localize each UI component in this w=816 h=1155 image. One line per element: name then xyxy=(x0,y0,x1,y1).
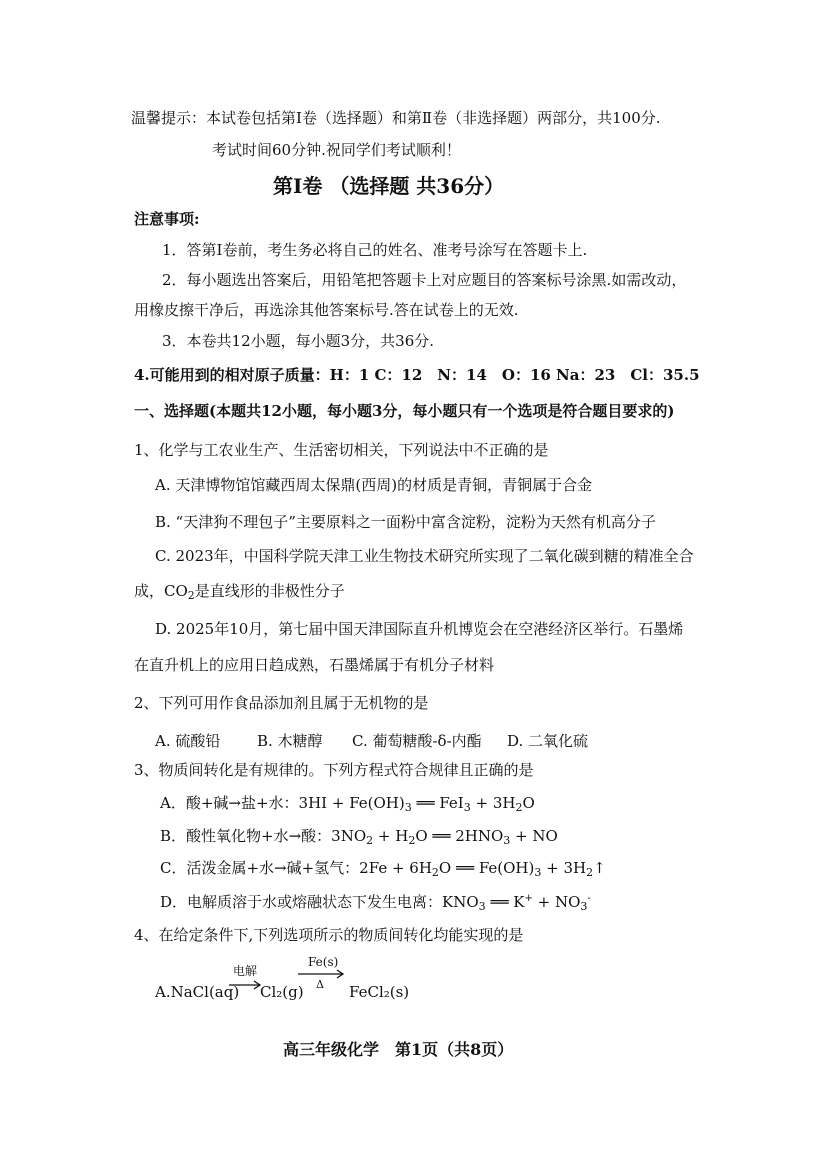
q4-arrow-2-label-bottom: Δ xyxy=(316,978,324,991)
q3-a-sub2: 3 xyxy=(463,801,471,814)
q4-a-start: A.NaCl(aq) xyxy=(155,983,240,1001)
notice-line-2: 考试时间60分钟.祝同学们考试顺利！ xyxy=(212,141,461,159)
q3-c-fin: ↑ xyxy=(593,859,606,877)
q2-option-a: A. 硫酸铅 xyxy=(155,732,221,750)
q1-option-c-line1: C. 2023年，中国科学院天津工业生物技术研究所实现了二氧化碳到糖的精准全合 xyxy=(155,547,694,565)
q3-d-sup1: + xyxy=(524,893,533,904)
q2-option-b: B. 木糖醇 xyxy=(257,732,323,750)
q3-b-text: B．酸性氧化物+水→酸：3NO xyxy=(160,827,367,845)
q3-option-d xyxy=(160,889,591,917)
q3-a-sub1: 3 xyxy=(404,801,412,814)
q1-option-a: A. 天津博物馆馆藏西周太保鼎(西周)的材质是青铜，青铜属于合金 xyxy=(155,476,593,494)
note-1: 1．答第Ⅰ卷前，考生务必将自己的姓名、准考号涂写在答题卡上. xyxy=(162,241,588,259)
right-arrow-icon xyxy=(229,980,263,990)
q3-option-a xyxy=(160,793,535,818)
q1-option-d-line2: 在直升机上的应用日趋成熟，石墨烯属于有机分子材料 xyxy=(134,656,495,674)
q4-a-mid: Cl₂(g) xyxy=(260,983,304,1001)
q3-a-sub3: 2 xyxy=(515,801,523,814)
q1-c-text-pre: 成，CO xyxy=(134,582,188,600)
q3-d-sub1: 3 xyxy=(478,900,486,913)
q4-arrow-2-label-top: Fe(s) xyxy=(308,955,339,969)
q3-a-end: + 3H xyxy=(470,794,516,812)
q3-c-sub3: 2 xyxy=(586,866,594,879)
page-footer: 高三年级化学 第1页（共8页） xyxy=(283,1040,514,1059)
q1-option-d-line1: D. 2025年10月，第七届中国天津国际直升机博览会在空港经济区举行。石墨烯 xyxy=(155,620,684,638)
q3-a-text: A．酸+碱→盐+水：3HI + Fe(OH) xyxy=(160,794,405,812)
q3-b-mid: + H xyxy=(373,827,409,845)
q3-c-sub1: 2 xyxy=(431,866,439,879)
q3-a-mid: ══ FeI xyxy=(411,794,464,812)
q1-c-text-post: 是直线形的非极性分子 xyxy=(194,582,345,600)
q3-b-end: O ══ 2HNO xyxy=(415,827,504,845)
q1-option-c-line2 xyxy=(134,581,345,606)
q1-c-subscript: 2 xyxy=(187,589,195,602)
q3-option-c xyxy=(160,858,606,883)
q1-option-b: B. “天津狗不理包子”主要原料之一面粉中富含淀粉，淀粉为天然有机高分子 xyxy=(155,513,656,531)
section-title: 第Ⅰ卷 （选择题 共36分） xyxy=(273,174,505,198)
note-3: 3．本卷共12小题，每小题3分，共36分. xyxy=(162,332,435,350)
q4-arrow-2 xyxy=(298,955,346,995)
q3-b-sub2: 2 xyxy=(408,834,416,847)
q1-stem: 1、化学与工农业生产、生活密切相关，下列说法中不正确的是 xyxy=(134,441,549,459)
q3-d-sub2: 3 xyxy=(580,900,588,913)
q4-a-end: FeCl₂(s) xyxy=(349,983,410,1001)
note-2b: 用橡皮擦干净后，再选涂其他答案标号.答在试卷上的无效. xyxy=(134,301,519,319)
q3-c-mid: O ══ Fe(OH) xyxy=(438,859,535,877)
q3-d-mid: ══ K xyxy=(485,893,525,911)
q3-d-sup2: - xyxy=(587,893,591,904)
notice-line-1: 温馨提示：本试卷包括第Ⅰ卷（选择题）和第Ⅱ卷（非选择题）两部分，共100分. xyxy=(131,109,661,127)
q4-arrow-1 xyxy=(229,964,263,994)
note-2a: 2．每小题选出答案后，用铅笔把答题卡上对应题目的答案标号涂黑.如需改动， xyxy=(162,271,687,289)
q2-option-d: D. 二氧化硫 xyxy=(507,732,589,750)
q3-c-sub2: 3 xyxy=(534,866,542,879)
q3-d-text: D．电解质溶于水或熔融状态下发生电离：KNO xyxy=(160,893,479,911)
q3-b-sub3: 3 xyxy=(503,834,511,847)
q3-a-fin: O xyxy=(522,794,535,812)
q3-c-end: + 3H xyxy=(541,859,587,877)
q3-b-sub1: 2 xyxy=(366,834,374,847)
q3-option-b xyxy=(160,826,558,851)
q3-c-text: C．活泼金属+水→碱+氢气：2Fe + 6H xyxy=(160,859,432,877)
q2-option-c: C. 葡萄糖酸-δ-内酯 xyxy=(352,732,482,750)
part-one-heading: 一、选择题(本题共12小题，每小题3分，每小题只有一个选项是符合题目要求的) xyxy=(134,402,675,420)
q3-b-fin: + NO xyxy=(510,827,558,845)
q4-arrow-1-label: 电解 xyxy=(233,964,258,978)
q2-stem: 2、下列可用作食品添加剂且属于无机物的是 xyxy=(134,694,429,712)
q3-d-end: + NO xyxy=(532,893,581,911)
atomic-masses: 4.可能用到的相对原子质量：H：1 C：12 N：14 O：16 Na：23 Cl：35.5 xyxy=(134,366,700,384)
q3-stem: 3、物质间转化是有规律的。下列方程式符合规律且正确的是 xyxy=(134,761,534,779)
notes-heading: 注意事项: xyxy=(134,210,200,228)
q4-stem: 4、在给定条件下,下列选项所示的物质间转化均能实现的是 xyxy=(134,926,524,944)
